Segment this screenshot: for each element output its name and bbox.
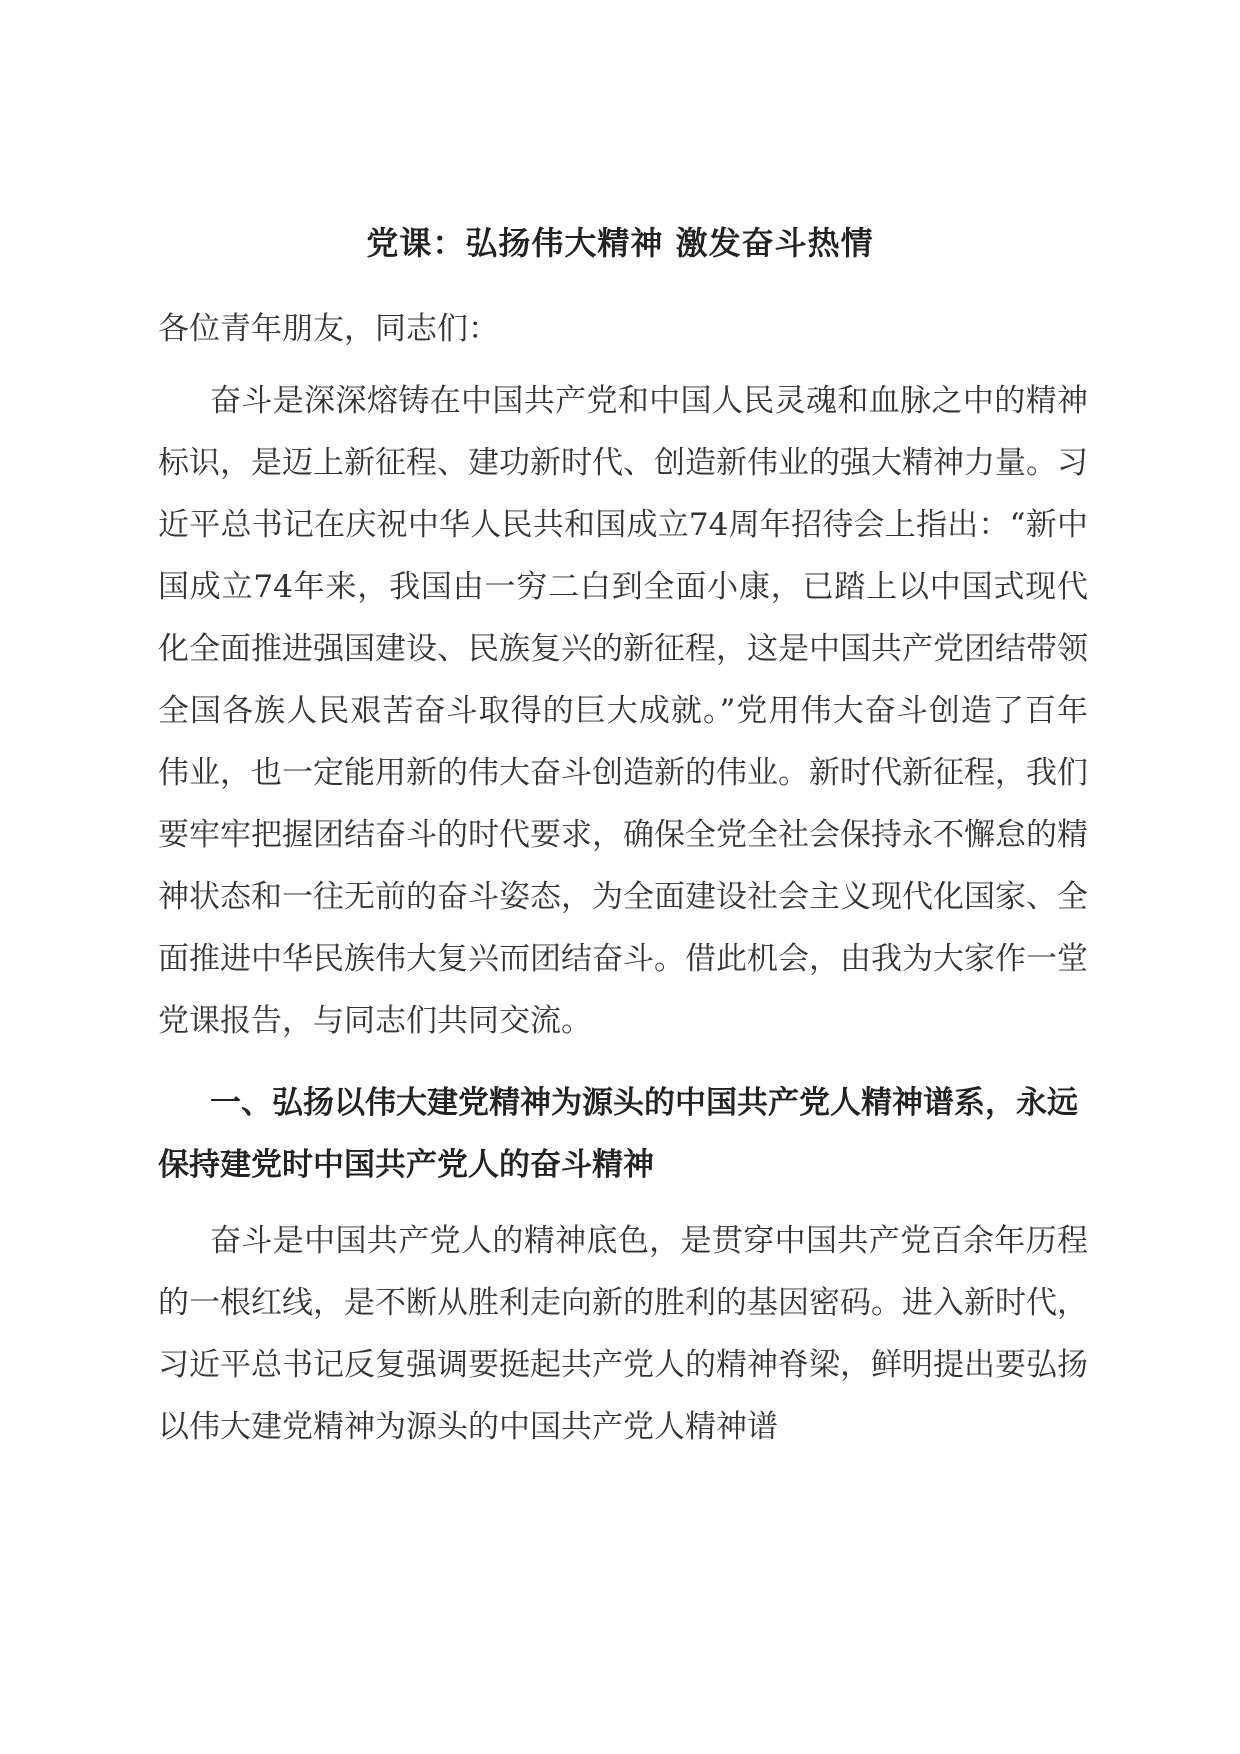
document-body	[158, 298, 1088, 1458]
section-heading-1: 一、弘扬以伟大建党精神为源头的中国共产党人精神谱系，永远保持建党时中国共产党人的奋斗精神	[158, 1085, 1078, 1183]
greeting: 各位青年朋友，同志们：	[158, 311, 499, 347]
document-title: 党课：弘扬伟大精神 激发奋斗热情	[366, 224, 874, 262]
paragraph-intro: 奋斗是深深熔铸在中国共产党和中国人民灵魂和血脉之中的精神标识，是迈上新征程、建功新时代、创造新伟业的强大精神力量。习近平总书记在庆祝中华人民共和国成立74周年招待会上指出：“新中国成立74年来，我国由一穷二白到全面小康，已踏上以中国式现代化全面推进强国建设、民族复兴的新征程，这是中国共产党团结带领全国各族人民艰苦奋斗取得的巨大成就。”党用伟大奋斗创造了百年伟业，也一定能用新的伟大奋斗创造新的伟业。新时代新征程，我们要牢牢把握团结奋斗的时代要求，确保全党全社会保持永不懈怠的精神状态和一往无前的奋斗姿态，为全面建设社会主义现代化国家、全面推进中华民族伟大复兴而团结奋斗。借此机会，由我为大家作一堂党课报告，与同志们共同交流。	[158, 383, 1088, 1039]
paragraph-section-1: 奋斗是中国共产党人的精神底色，是贯穿中国共产党百余年历程的一根红线，是不断从胜利走向新的胜利的基因密码。进入新时代，习近平总书记反复强调要挺起共产党人的精神脊梁，鲜明提出要弘扬以伟大建党精神为源头的中国共产党人精神谱	[158, 1223, 1088, 1445]
